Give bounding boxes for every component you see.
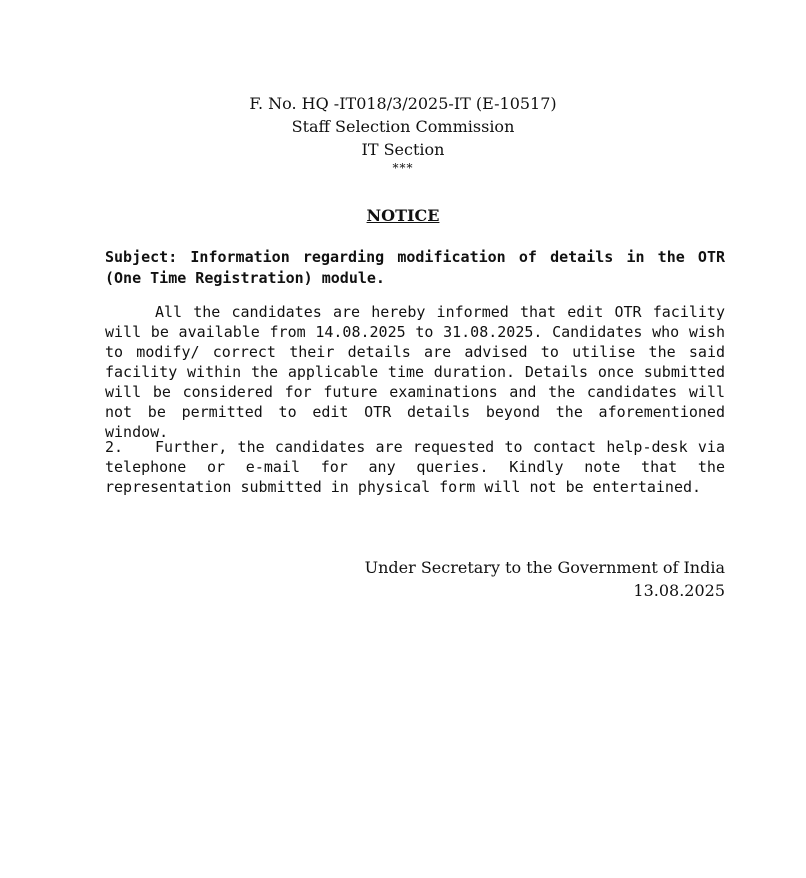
notice-paragraph-2 — [105, 437, 725, 497]
file-number: F. No. HQ -IT018/3/2025-IT (E-10517) — [249, 94, 557, 113]
organization-name: Staff Selection Commission — [291, 117, 515, 136]
signatory-designation: Under Secretary to the Government of India — [364, 558, 725, 577]
document-header — [0, 92, 806, 175]
notice-title: NOTICE — [366, 206, 440, 225]
signature-block — [105, 556, 725, 602]
paragraph-2-text: Further, the candidates are requested to contact help-desk via telephone or e-mail for any queries. Kindly note that the representation submitted in physical form will not be entertained. — [105, 438, 725, 496]
notice-date: 13.08.2025 — [633, 581, 725, 600]
notice-subject: Subject: Information regarding modification of details in the OTR (One Time Registration) module. — [105, 248, 725, 287]
section-name: IT Section — [361, 140, 445, 159]
notice-paragraph-1: All the candidates are hereby informed that edit OTR facility will be available from 14.08.2025 to 31.08.2025. Candidates who wish to modify/ correct their details are advised to utilise the said facility within the applicable time duration. Details once submitted will be considered for future examinations and the candidates will not be permitted to edit OTR details beyond the aforementioned window. — [105, 303, 725, 441]
paragraph-2-number: 2. — [105, 438, 124, 456]
header-separator: *** — [392, 161, 414, 175]
